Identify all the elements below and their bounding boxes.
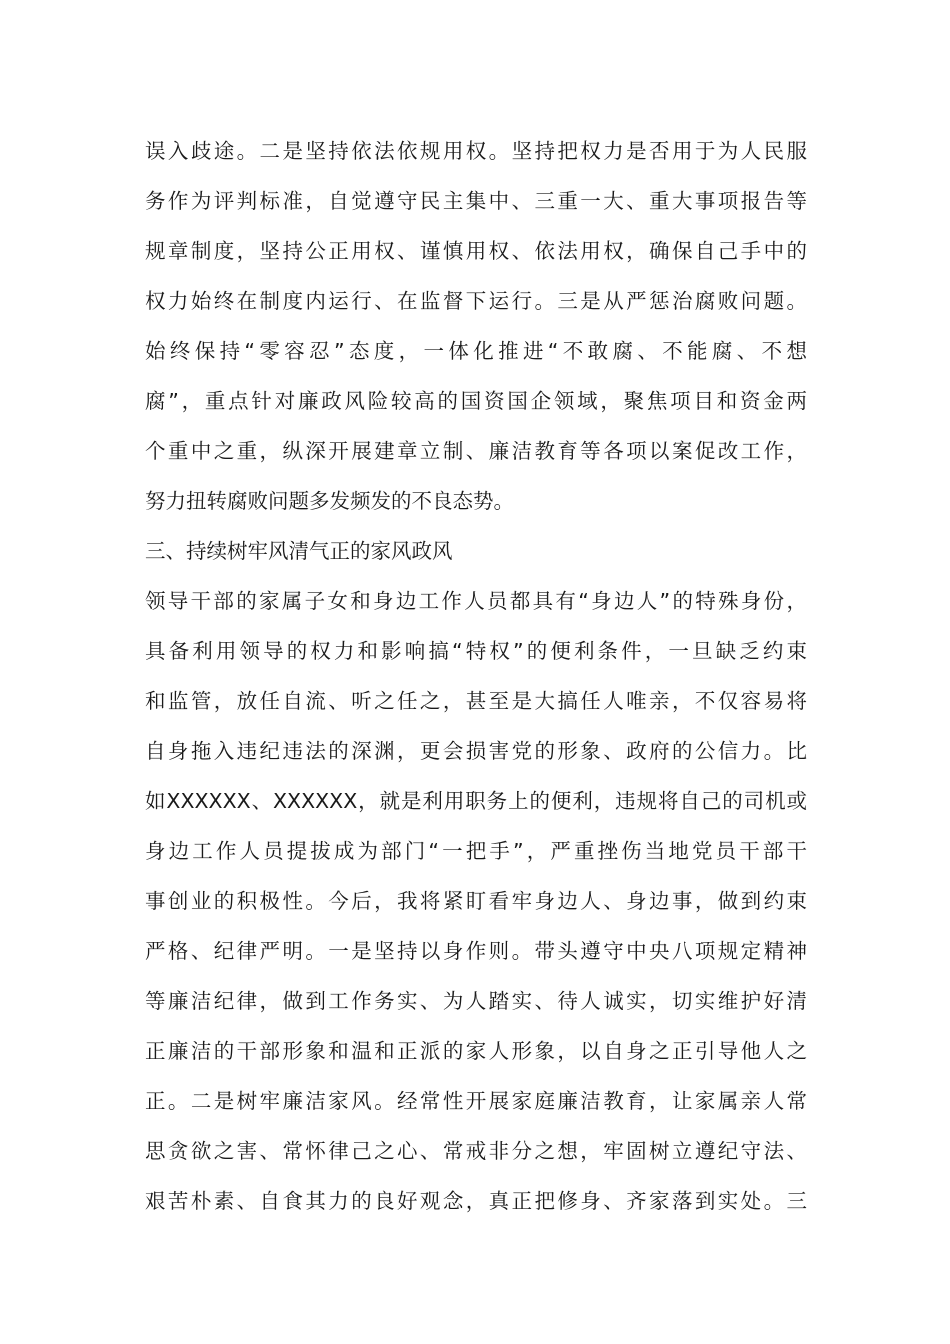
paragraph-line: 规章制度，坚持公正用权、谨慎用权、依法用权，确保自己手中的: [145, 239, 807, 263]
paragraph-line: 务作为评判标准，自觉遵守民主集中、三重一大、重大事项报告等: [145, 189, 807, 213]
paragraph-line: 严格、纪律严明。一是坚持以身作则。带头遵守中央八项规定精神: [145, 939, 807, 963]
paragraph-line: 正。二是树牢廉洁家风。经常性开展家庭廉洁教育，让家属亲人常: [145, 1089, 807, 1113]
paragraph-line: 如XXXXXX、XXXXXX，就是利用职务上的便利，违规将自己的司机或: [145, 789, 807, 813]
paragraph-line: 自身拖入违纪违法的深渊，更会损害党的形象、政府的公信力。比: [145, 739, 807, 763]
paragraph-line: 权力始终在制度内运行、在监督下运行。三是从严惩治腐败问题。: [145, 289, 807, 313]
section-heading: 三、持续树牢风清气正的家风政风: [145, 539, 453, 563]
paragraph-line: 等廉洁纪律，做到工作务实、为人踏实、待人诚实，切实维护好清: [145, 989, 807, 1013]
paragraph-line: 正廉洁的干部形象和温和正派的家人形象，以自身之正引导他人之: [145, 1039, 807, 1063]
paragraph-line: 身边工作人员提拔成为部门“一把手”，严重挫伤当地党员干部干: [145, 839, 807, 863]
paragraph-line: 和监管，放任自流、听之任之，甚至是大搞任人唯亲，不仅容易将: [145, 689, 807, 713]
paragraph-line: 腐”，重点针对廉政风险较高的国资国企领域，聚焦项目和资金两: [145, 389, 807, 413]
paragraph-line: 个重中之重，纵深开展建章立制、廉洁教育等各项以案促改工作，: [145, 439, 807, 463]
paragraph-line: 领导干部的家属子女和身边工作人员都具有“身边人”的特殊身份，: [145, 589, 807, 613]
paragraph-line: 艰苦朴素、自食其力的良好观念，真正把修身、齐家落到实处。三: [145, 1189, 807, 1213]
paragraph-line: 具备利用领导的权力和影响搞“特权”的便利条件，一旦缺乏约束: [145, 639, 807, 663]
paragraph-line: 努力扭转腐败问题多发频发的不良态势。: [145, 489, 514, 513]
paragraph-line: 误入歧途。二是坚持依法依规用权。坚持把权力是否用于为人民服: [145, 139, 807, 163]
paragraph-line: 思贪欲之害、常怀律己之心、常戒非分之想，牢固树立遵纪守法、: [145, 1139, 807, 1163]
paragraph-line: 事创业的积极性。今后，我将紧盯看牢身边人、身边事，做到约束: [145, 889, 807, 913]
paragraph-line: 始终保持“零容忍”态度，一体化推进“不敢腐、不能腐、不想: [145, 339, 807, 363]
